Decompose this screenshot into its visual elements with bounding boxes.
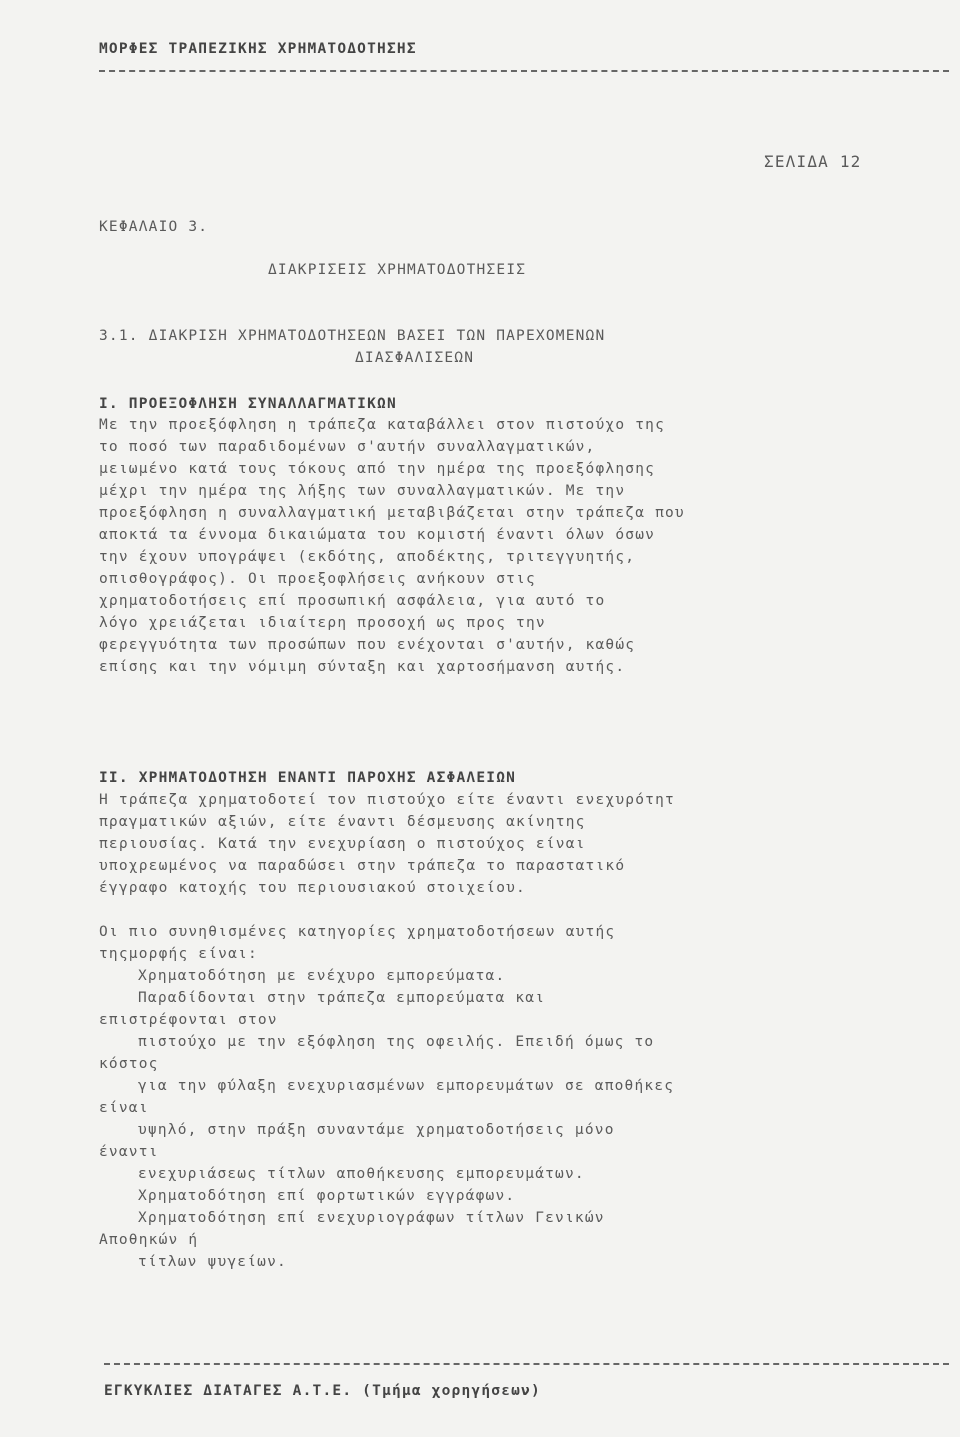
header-divider <box>99 70 949 72</box>
chapter-title: ΔΙΑΚΡΙΣΕΙΣ ΧΡΗΜΑΤΟΔΟΤΗΣΕΙΣ <box>268 262 527 278</box>
paragraph-line: φερεγγυότητα των προσώπων που ενέχονται σ'αυτήν, καθώς <box>99 637 636 653</box>
page-number-label: ΣΕΛΙΔΑ 12 <box>764 152 862 171</box>
paragraph-line: τίτλων ψυγείων. <box>138 1254 287 1270</box>
category-item: Χρηματοδότηση επί ενεχυριογράφων τίτλων Γενικών <box>138 1210 605 1226</box>
paragraph-line: κόστος <box>99 1056 159 1072</box>
paragraph-line: υποχρεωμένος να παραδώσει στην τράπεζα το παραστατικό <box>99 858 626 874</box>
paragraph-line: Αποθηκών ή <box>99 1232 199 1248</box>
paragraph-line: για την φύλαξη ενεχυριασμένων εμπορευμάτων σε αποθήκες <box>138 1078 675 1094</box>
paragraph-line: έγγραφο κατοχής του περιουσιακού στοιχείου. <box>99 880 526 896</box>
paragraph-line: το ποσό των παραδιδομένων σ'αυτήν συναλλαγματικών, <box>99 439 596 455</box>
section-title-line2: ΔΙΑΣΦΑΛΙΣΕΩΝ <box>355 350 475 366</box>
paragraph-line: υψηλό, στην πράξη συναντάμε χρηματοδοτήσεις μόνο <box>138 1122 615 1138</box>
paragraph-line: την έχουν υπογράψει (εκδότης, αποδέκτης, τριτεγγυητής, <box>99 549 636 565</box>
chapter-label: ΚΕΦΑΛΑΙΟ 3. <box>99 219 209 235</box>
category-item: Χρηματοδότηση επί φορτωτικών εγγράφων. <box>138 1188 516 1204</box>
paragraph-line: χρηματοδοτήσεις επί προσωπική ασφάλεια, για αυτό το <box>99 593 606 609</box>
category-item: Χρηματοδότηση με ενέχυρο εμπορεύματα. <box>138 968 506 984</box>
paragraph-line: μέχρι την ημέρα της λήξης των συναλλαγματικών. Με την <box>99 483 626 499</box>
paragraph-line: επιστρέφονται στον <box>99 1012 278 1028</box>
paragraph-line: ενεχυριάσεως τίτλων αποθήκευσης εμπορευμάτων. <box>138 1166 585 1182</box>
paragraph-line: Η τράπεζα χρηματοδοτεί τον πιστούχο είτε έναντι ενεχυρότητ <box>99 792 675 808</box>
running-footer: ΕΓΚΥΚΛΙΕΣ ΔΙΑΤΑΓΕΣ Α.Τ.Ε. (Τμήμα χορηγήσεων) <box>104 1383 541 1399</box>
paragraph-line: πιστούχο με την εξόφληση της οφειλής. Επειδή όμως το <box>138 1034 655 1050</box>
category-item: Παραδίδονται στην τράπεζα εμπορεύματα και <box>138 990 546 1006</box>
paragraph-line: οπισθογράφος). Οι προεξοφλήσεις ανήκουν στις <box>99 571 536 587</box>
paragraph-line: επίσης και την νόμιμη σύνταξη και χαρτοσήμανση αυτής. <box>99 659 626 675</box>
paragraph-line: είναι <box>99 1100 149 1116</box>
paragraph-line: τηςμορφής είναι: <box>99 946 258 962</box>
paragraph-line: λόγο χρειάζεται ιδιαίτερη προσοχή ως προς την <box>99 615 546 631</box>
paragraph-line: έναντι <box>99 1144 159 1160</box>
part1-heading: Ι. ΠΡΟΕΞΟΦΛΗΣΗ ΣΥΝΑΛΛΑΓΜΑΤΙΚΩΝ <box>99 396 397 412</box>
part2-heading: ΙΙ. ΧΡΗΜΑΤΟΔΟΤΗΣΗ ΕΝΑΝΤΙ ΠΑΡΟΧΗΣ ΑΣΦΑΛΕΙΩΝ <box>99 770 517 786</box>
paragraph-line: πραγματικών αξιών, είτε έναντι δέσμευσης ακίνητης <box>99 814 586 830</box>
paragraph-line: περιουσίας. Κατά την ενεχυρίαση ο πιστούχος είναι <box>99 836 586 852</box>
paragraph-line: Με την προεξόφληση η τράπεζα καταβάλλει στον πιστούχο της <box>99 417 665 433</box>
footer-divider <box>104 1363 949 1365</box>
running-header-title: ΜΟΡΦΕΣ ΤΡΑΠΕΖΙΚΗΣ ΧΡΗΜΑΤΟΔΟΤΗΣΗΣ <box>99 41 417 57</box>
paragraph-line: μειωμένο κατά τους τόκους από την ημέρα της προεξόφλησης <box>99 461 656 477</box>
section-title-line1: 3.1. ΔΙΑΚΡΙΣΗ ΧΡΗΜΑΤΟΔΟΤΗΣΕΩΝ ΒΑΣΕΙ ΤΩΝ ΠΑΡΕΧΟΜΕΝΩΝ <box>99 328 606 344</box>
paragraph-line: αποκτά τα έννομα δικαιώματα του κομιστή έναντι όλων όσων <box>99 527 656 543</box>
paragraph-line: προεξόφληση η συναλλαγματική μεταβιβάζεται στην τράπεζα που <box>99 505 685 521</box>
paragraph-line: Οι πιο συνηθισμένες κατηγορίες χρηματοδοτήσεων αυτής <box>99 924 616 940</box>
